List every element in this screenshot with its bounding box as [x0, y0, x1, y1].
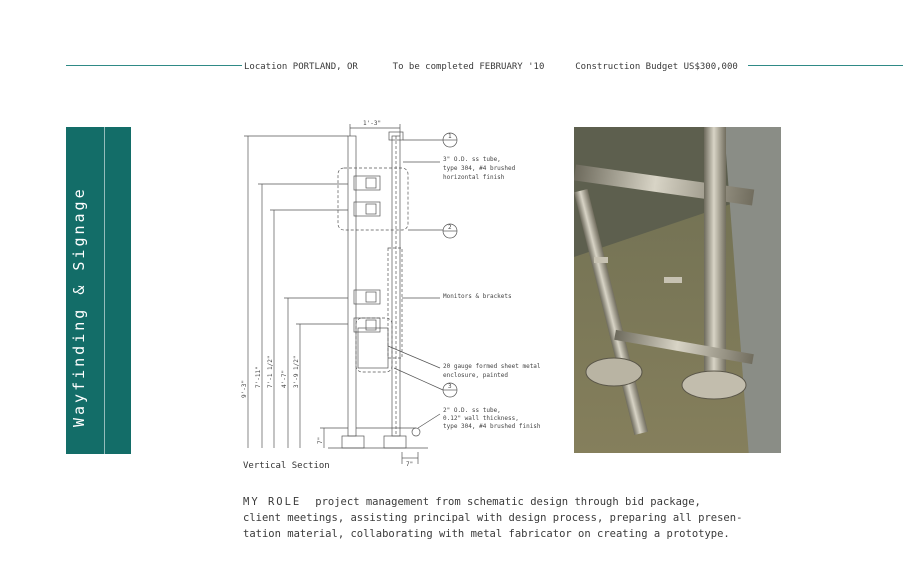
note-small-tube-line1: 2" O.D. ss tube,	[443, 407, 501, 414]
note-small-tube-line3: type 304, #4 brushed finish	[443, 423, 541, 430]
role-line-1: project management from schematic design through bid package,	[315, 496, 701, 508]
my-role-section	[243, 494, 843, 542]
header-rule-right	[748, 65, 903, 66]
project-info-header	[244, 62, 738, 72]
note-enclosure-line1: 20 gauge formed sheet metal	[443, 363, 541, 370]
section-title: Wayfinding & Signage	[70, 186, 88, 427]
note-monitors: Monitors & brackets	[443, 293, 512, 300]
vertical-section-drawing	[238, 118, 558, 478]
side-panel-divider	[104, 127, 105, 454]
dim-base-label: 7"	[317, 436, 324, 444]
dim-5-label: 3'-9 1/2"	[293, 355, 300, 388]
note-tube-line3: horizontal finish	[443, 174, 505, 181]
section-side-panel	[66, 127, 131, 454]
budget-label: Construction Budget	[575, 62, 679, 72]
note-tube-line1: 3" O.D. ss tube,	[443, 156, 501, 163]
dim-3-label: 7'-1 1/2"	[267, 355, 274, 388]
note-tube-line2: type 304, #4 brushed	[443, 165, 516, 172]
note-small-tube-line2: 0.12" wall thickness,	[443, 415, 519, 422]
callout-2-label: 2	[448, 224, 452, 231]
location-label: Location	[244, 62, 288, 72]
note-enclosure-line2: enclosure, painted	[443, 372, 509, 379]
dim-overall-label: 9'-3"	[241, 379, 248, 398]
width-dimension-label: 1'-3"	[363, 120, 382, 127]
dim-foot-label: 7"	[406, 461, 414, 468]
role-line-2: client meetings, assisting principal with design process, preparing all presen-	[243, 512, 743, 524]
location-value: PORTLAND, OR	[292, 62, 358, 72]
completion-value: FEBRUARY '10	[479, 62, 545, 72]
header-rule-left	[66, 65, 242, 66]
callout-1-label: 1	[448, 133, 452, 140]
prototype-photo	[574, 127, 781, 453]
budget-value: US$300,000	[683, 62, 738, 72]
completion-label: To be completed	[392, 62, 474, 72]
role-line-3: tation material, collaborating with metal fabricator on creating a prototype.	[243, 528, 730, 540]
role-label: MY ROLE	[243, 496, 302, 508]
drawing-caption: Vertical Section	[243, 461, 330, 471]
callout-3-label: 3	[448, 383, 452, 390]
dim-2-label: 7'-11"	[255, 366, 262, 388]
dim-4-label: 4'-7"	[281, 369, 288, 388]
